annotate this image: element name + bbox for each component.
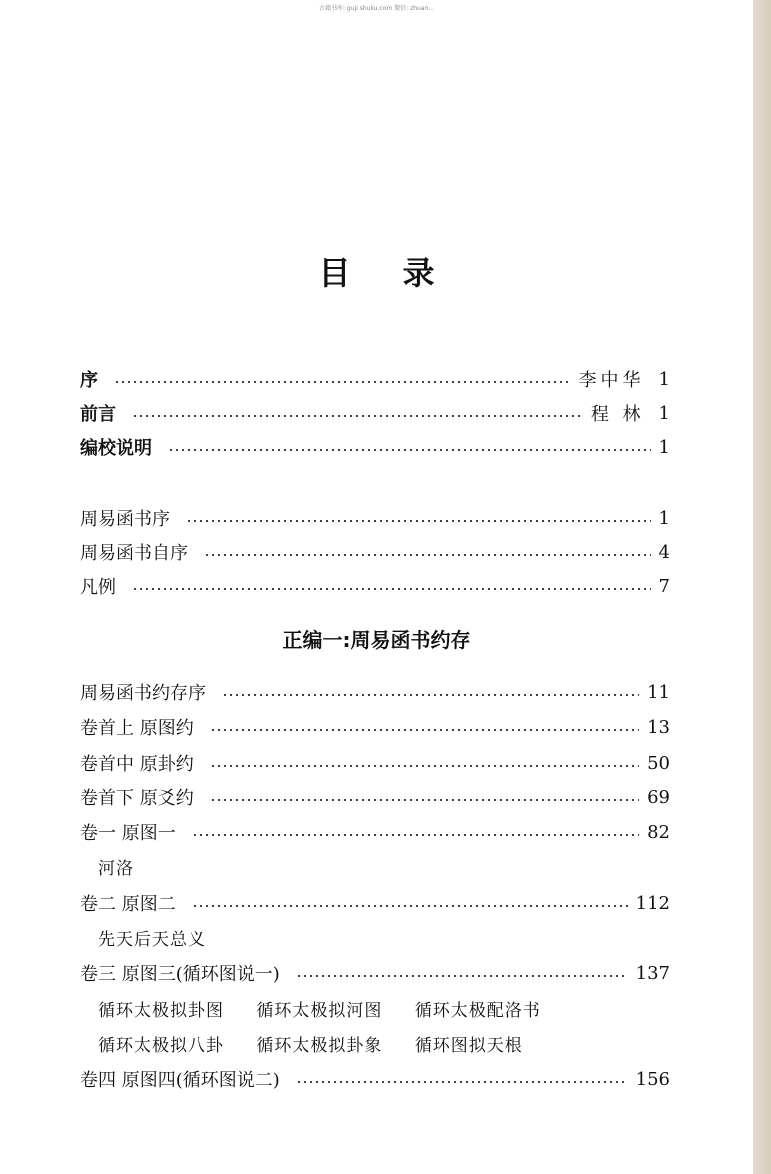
toc-entry[interactable] — [80, 712, 670, 742]
leader-dots — [192, 904, 628, 908]
toc-label: 周易函书约存序 — [80, 683, 206, 704]
subentry-item: 循环图拟天根 — [414, 1036, 523, 1056]
toc-page: 11 — [647, 681, 670, 703]
toc-label: 卷首下 原爻约 — [80, 788, 194, 809]
section-title: 正编一:周易函书约存 — [282, 628, 471, 652]
toc-subentry — [98, 854, 160, 879]
toc-entry[interactable] — [80, 432, 670, 462]
toc-label: 卷三 原图三(循环图说一) — [80, 964, 280, 985]
leader-dots — [296, 1080, 628, 1084]
leader-dots — [210, 798, 639, 802]
subentry-item: 循环太极拟卦象 — [256, 1036, 383, 1056]
toc-page: 13 — [647, 716, 670, 738]
leader-dots — [222, 693, 639, 697]
toc-label: 卷一 原图一 — [80, 823, 176, 844]
toc-entry[interactable] — [80, 503, 670, 533]
toc-page: 1 — [658, 507, 670, 529]
toc-page: 112 — [635, 892, 670, 914]
toc-subentry — [98, 1031, 549, 1056]
toc-label: 卷首中 原卦约 — [80, 754, 194, 775]
toc-label: 前言 — [80, 404, 116, 425]
watermark: 古籍书库: guji shuku.com 微信: zhuan... — [318, 5, 435, 12]
subentry-item: 循环太极拟卦图 — [98, 1001, 224, 1021]
toc-entry[interactable] — [80, 398, 670, 428]
toc-label: 周易函书序 — [80, 509, 170, 530]
toc-entry[interactable] — [80, 571, 670, 601]
toc-entry[interactable] — [80, 1064, 670, 1094]
toc-label: 序 — [80, 370, 98, 391]
toc-entry[interactable] — [80, 958, 670, 988]
toc-label: 卷首上 原图约 — [80, 718, 194, 739]
toc-page: 4 — [658, 541, 670, 563]
leader-dots — [210, 764, 639, 768]
subentry-item: 先天后天总义 — [98, 930, 206, 950]
toc-label: 卷四 原图四(循环图说二) — [80, 1070, 280, 1091]
toc-page: 1 — [658, 368, 670, 390]
toc-entry[interactable] — [80, 364, 670, 394]
toc-author: 李中华 — [578, 370, 645, 391]
subentry-item: 循环太极拟河图 — [256, 1001, 383, 1021]
leader-dots — [168, 448, 651, 452]
page-edge — [753, 0, 771, 1174]
toc-entry[interactable] — [80, 537, 670, 567]
subentry-item: 循环太极配洛书 — [414, 1001, 541, 1021]
toc-page: 50 — [647, 752, 670, 774]
toc-author: 程 林 — [590, 404, 645, 425]
leader-dots — [210, 728, 639, 732]
leader-dots — [114, 380, 571, 384]
toc-subentry — [98, 996, 567, 1021]
toc-label: 编校说明 — [80, 438, 152, 459]
toc-label: 周易函书自序 — [80, 543, 188, 564]
subentry-item: 循环太极拟八卦 — [98, 1036, 224, 1056]
toc-entry[interactable] — [80, 677, 670, 707]
toc-label: 卷二 原图二 — [80, 894, 176, 915]
leader-dots — [186, 519, 651, 523]
toc-page: 156 — [635, 1068, 670, 1090]
toc-subentry — [98, 925, 232, 950]
toc-entry[interactable] — [80, 748, 670, 778]
toc-page: 1 — [658, 402, 670, 424]
toc-page: 1 — [658, 436, 670, 458]
toc-label: 凡例 — [80, 577, 116, 598]
toc-page: 82 — [647, 821, 670, 843]
toc-page: 69 — [647, 786, 670, 808]
leader-dots — [132, 414, 583, 418]
toc-page: 137 — [635, 962, 670, 984]
leader-dots — [296, 974, 628, 978]
toc-entry[interactable] — [80, 817, 670, 847]
leader-dots — [132, 587, 651, 591]
toc-entry[interactable] — [80, 782, 670, 812]
subentry-item: 河洛 — [98, 859, 134, 879]
page-title: 目录 — [318, 254, 487, 292]
toc-entry[interactable] — [80, 888, 670, 918]
leader-dots — [204, 553, 651, 557]
leader-dots — [192, 833, 639, 837]
toc-page: 7 — [658, 575, 670, 597]
